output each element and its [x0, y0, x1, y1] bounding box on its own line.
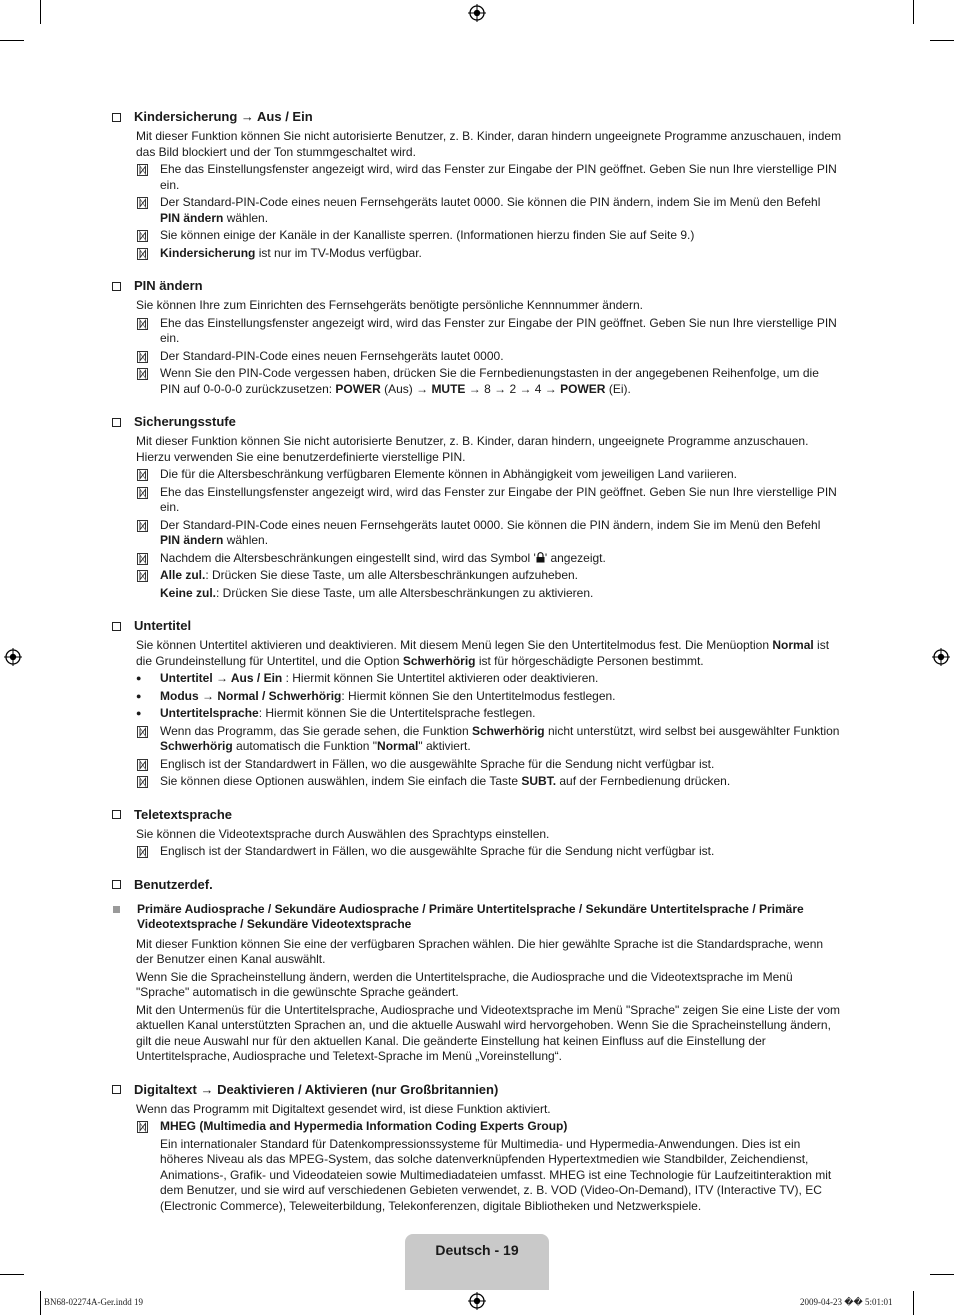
note-icon [136, 845, 150, 859]
crop-mark [40, 1291, 41, 1315]
bullet-dot-icon: ● [136, 673, 142, 683]
section-heading: Digitaltext → Deaktivieren / Aktivieren (nur Großbritannien) [112, 1081, 842, 1099]
checkbox-bullet-icon [112, 810, 121, 819]
note: Wenn das Programm, das Sie gerade sehen, die Funktion Schwerhörig nicht unterstützt, wird selbst bei ausgewählter Funktion Schwerhörig automatisch die Funktion "Normal" aktiviert. [136, 724, 842, 755]
checkbox-bullet-icon [112, 113, 121, 122]
section-untertitel [112, 617, 842, 790]
note-icon [136, 350, 150, 364]
paragraph: Mit dieser Funktion können Sie eine der verfügbaren Sprachen wählen. Die hier gewählte Sprache ist die Standardsprache, wenn der Benutzer einen Kanal auswählt. [136, 936, 824, 966]
note-icon [136, 758, 150, 772]
bullet-item: ● Untertitelsprache: Hiermit können Sie die Untertitelsprache festlegen. [136, 706, 536, 720]
section-digitaltext [112, 1081, 842, 1215]
note: Englisch ist der Standardwert in Fällen, wo die ausgewählte Sprache für die Sendung nicht verfügbar ist. [136, 844, 842, 860]
section-heading: Untertitel [112, 617, 842, 635]
note: Ehe das Einstellungsfenster angezeigt wird, wird das Fenster zur Eingabe der PIN geöffnet. Geben Sie nun Ihre vierstellige PIN ein. [136, 485, 842, 516]
note-icon [136, 775, 150, 789]
note-icon [136, 486, 150, 500]
note: MHEG (Multimedia and Hypermedia Information Coding Experts Group) [136, 1119, 842, 1135]
note-icon [136, 1120, 150, 1134]
note: Ehe das Einstellungsfenster angezeigt wird, wird das Fenster zur Eingabe der PIN geöffnet. Geben Sie nun Ihre vierstellige PIN ein. [136, 162, 842, 193]
registration-mark-icon [468, 4, 486, 22]
page-number: Deutsch - 19 [435, 1242, 519, 1258]
section-pin-aendern [112, 277, 842, 397]
print-slug-left: BN68-02274A-Ger.indd 19 [44, 1297, 143, 1307]
paragraph: Mit dieser Funktion können Sie nicht autorisierte Benutzer, z. B. Kinder, daran hindern ungeeignete Programme anzuschauen, indem das Bild blockiert und der Ton stummgeschaltet wird. [136, 129, 842, 159]
note: Die für die Altersbeschränkung verfügbaren Elemente können in Abhängigkeit vom jeweiligen Land variieren. [136, 467, 842, 483]
square-bullet-icon [113, 906, 120, 913]
note: Der Standard-PIN-Code eines neuen Fernsehgeräts lautet 0000. Sie können die PIN ändern, indem Sie im Menü den Befehl PIN ändern wählen. [136, 518, 842, 549]
note-icon [136, 519, 150, 533]
bullet-dot-icon: ● [136, 708, 142, 718]
paragraph: Wenn Sie die Spracheinstellung ändern, werden die Untertitelsprache, die Audiosprache und die Videotextsprache im Menü "Sprache" automatisch in die gewünschte Sprache geändert. [136, 969, 793, 999]
note: Nachdem die Altersbeschränkungen eingestellt sind, wird das Symbol ' ' angezeigt. [136, 551, 842, 567]
paragraph: Sie können Ihre zum Einrichten des Fernsehgeräts benötigte persönliche Kennnummer ändern. [136, 298, 643, 312]
section-sicherungsstufe [112, 413, 842, 601]
paragraph: Mit den Untermenüs für die Untertitelsprache, Audiosprache und Videotextsprache im Menü "Sprache" zeigen Sie eine Liste der vom aktuellen Kanal unterstützten Sprachen an, und die aktuelle Auswahl wird hervorgehoben. Wenn Sie die Spracheinstellung ändern, gilt die neue Auswahl nur für den aktuellen Kanal. Die geänderte Einstellung hat keinen Einfluss auf die Einstellung der Untertitelsprache, Audiosprache und Teletext-Sprache im Menü „Voreinstellung“. [136, 1002, 841, 1063]
registration-mark-icon [4, 648, 22, 666]
crop-mark [0, 40, 24, 41]
crop-mark [40, 0, 41, 24]
checkbox-bullet-icon [112, 282, 121, 291]
note: Ehe das Einstellungsfenster angezeigt wird, wird das Fenster zur Eingabe der PIN geöffnet. Geben Sie nun Ihre vierstellige PIN ein. [136, 316, 842, 347]
bullet-item: ● Untertitel → Aus / Ein : Hiermit können Sie Untertitel aktivieren oder deaktivieren. [136, 671, 599, 685]
note-icon [136, 196, 150, 210]
note-icon [136, 163, 150, 177]
note: Der Standard-PIN-Code eines neuen Fernsehgeräts lautet 0000. [136, 349, 842, 365]
section-kindersicherung [112, 108, 842, 261]
note-icon [136, 552, 150, 566]
checkbox-bullet-icon [112, 1085, 121, 1094]
checkbox-bullet-icon [112, 622, 121, 631]
page-number-tab [405, 1234, 549, 1290]
section-heading: PIN ändern [112, 277, 842, 295]
paragraph: Sie können die Videotextsprache durch Auswählen des Sprachtyps einstellen. [136, 826, 550, 841]
sub-heading: Primäre Audiosprache / Sekundäre Audiosprache / Primäre Untertitelsprache / Sekundäre Untertitelsprache / Primäre Videotextsprache / Sekundäre Videotextsprache [112, 902, 842, 933]
note-icon [136, 247, 150, 261]
crop-mark [0, 1274, 24, 1275]
note-icon [136, 569, 150, 583]
paragraph: Sie können Untertitel aktivieren und deaktivieren. Mit diesem Menü legen Sie den Untertitelmodus fest. Die Menüoption Normal ist die Grundeinstellung für Untertitel, und die Option Schwerhörig ist für hörgeschädigte Personen bestimmt. [136, 638, 830, 668]
section-heading: Kindersicherung → Aus / Ein [112, 108, 842, 126]
crop-mark [913, 1291, 914, 1315]
checkbox-bullet-icon [112, 880, 121, 889]
section-heading: Sicherungsstufe [112, 413, 842, 431]
note-icon [136, 468, 150, 482]
note-icon [136, 367, 150, 381]
registration-mark-icon [468, 1292, 486, 1310]
bullet-item: ● Modus → Normal / Schwerhörig: Hiermit können Sie den Untertitelmodus festlegen. [136, 688, 616, 703]
paragraph: Wenn das Programm mit Digitaltext gesendet wird, ist diese Funktion aktiviert. [136, 1101, 551, 1116]
paragraph: Mit dieser Funktion können Sie nicht autorisierte Benutzer, z. B. Kinder, daran hindern, ungeeignete Programme anzuschauen. Hierzu verwenden Sie eine benutzerdefinierte vierstellige PIN. [136, 434, 809, 464]
lock-icon [536, 552, 545, 563]
crop-mark [930, 40, 954, 41]
crop-mark [930, 1274, 954, 1275]
print-slug-right: 2009-04-23 �� 5:01:01 [800, 1297, 893, 1307]
section-heading: Teletextsprache [112, 806, 842, 824]
checkbox-bullet-icon [112, 418, 121, 427]
main-content [112, 108, 842, 1230]
note-icon [136, 725, 150, 739]
note: Sie können einige der Kanäle in der Kanalliste sperren. (Informationen hierzu finden Sie auf Seite 9.) [136, 228, 842, 244]
note: Kindersicherung ist nur im TV-Modus verfügbar. [136, 246, 842, 262]
registration-mark-icon [932, 648, 950, 666]
sub-paragraph: Keine zul.: Drücken Sie diese Taste, um alle Altersbeschränkungen zu aktivieren. [160, 585, 594, 600]
note-icon [136, 229, 150, 243]
note: Englisch ist der Standardwert in Fällen, wo die ausgewählte Sprache für die Sendung nicht verfügbar ist. [136, 757, 842, 773]
note-icon [136, 317, 150, 331]
note: Sie können diese Optionen auswählen, indem Sie einfach die Taste SUBT. auf der Fernbedienung drücken. [136, 774, 842, 790]
bullet-dot-icon: ● [136, 690, 142, 701]
section-teletextsprache [112, 806, 842, 860]
note: Alle zul.: Drücken Sie diese Taste, um alle Altersbeschränkungen aufzuheben. [136, 568, 842, 584]
note: Der Standard-PIN-Code eines neuen Fernsehgeräts lautet 0000. Sie können die PIN ändern, indem Sie im Menü den Befehl PIN ändern wählen. [136, 195, 842, 226]
section-benutzerdef [112, 876, 842, 1065]
section-heading: Benutzerdef. [112, 876, 842, 894]
note: Wenn Sie den PIN-Code vergessen haben, drücken Sie die Fernbedienungstasten in der angegebenen Reihenfolge, um die PIN auf 0-0-0-0 zurückzusetzen: POWER (Aus) → MUTE → 8 → 2 → 4 → POWER (Ei). [136, 366, 842, 397]
sub-paragraph: Ein internationaler Standard für Datenkompressionssysteme für Multimedia- und Hypermedia-Anwendungen. Dies ist ein höheres Niveau als das MPEG-System, das solche datenverknüpfenden Hypertextmedien wie Standbilder, Zeichendienst, Animations-, Grafik- und Videodateien sowie Multimediadateien umfasst. MHEG ist eine Technologie für Laufzeitinteraktion mit dem Benutzer, und sie wird auf verschiedenen Gebieten verwendet, z. B. VOD (Video-On-Demand), ITV (Interactive TV), EC (Electronic Commerce), Teleweiterbildung, Telekonferenzen, digitale Bibliotheken und Netzwerkspiele. [160, 1136, 832, 1213]
crop-mark [913, 0, 914, 24]
